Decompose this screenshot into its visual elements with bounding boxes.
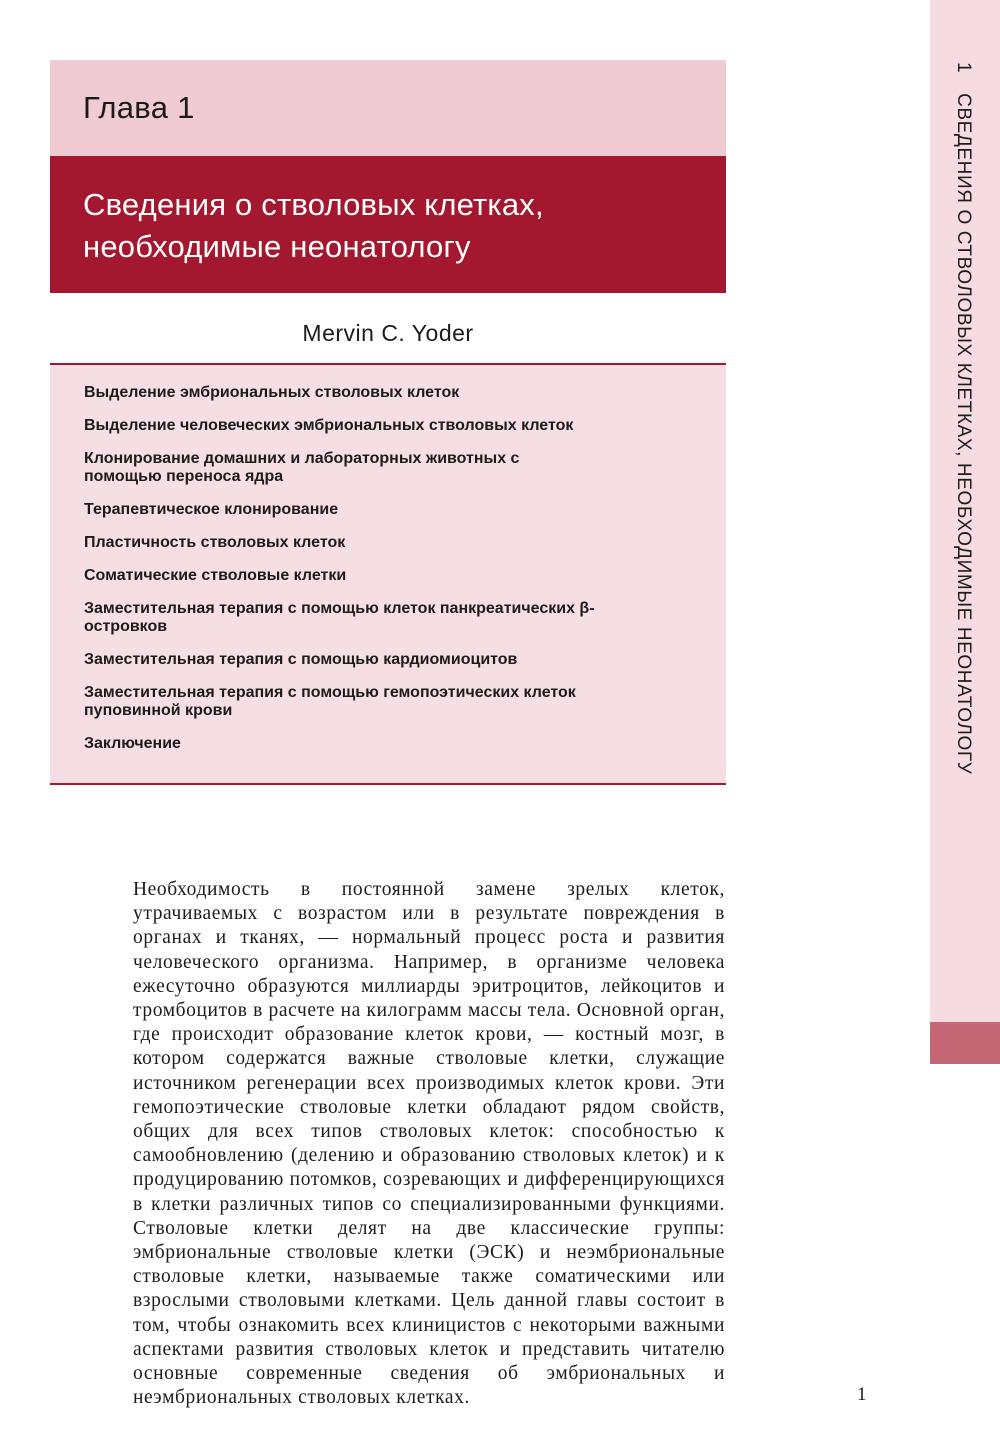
- author-name: Mervin C. Yoder: [302, 320, 474, 346]
- page-number: 1: [857, 1384, 867, 1405]
- side-running-title: [952, 62, 974, 774]
- contents-item: Заместительная терапия с помощью гемопоэтических клеток пуповинной крови: [84, 684, 576, 719]
- contents-bottom-rule: [50, 783, 726, 785]
- contents-list: [84, 384, 684, 768]
- chapter-label: Глава 1: [83, 90, 195, 125]
- contents-item: Соматические стволовые клетки: [84, 567, 347, 584]
- chapter-title: Сведения о стволовых клетках, необходимые неонатологу: [83, 187, 544, 264]
- chapter-label-band: [50, 60, 726, 156]
- chapter-title-band: [50, 156, 726, 293]
- contents-item: Пластичность стволовых клеток: [84, 534, 346, 551]
- side-chapter-number: 1: [953, 62, 974, 74]
- contents-item: Выделение человеческих эмбриональных стволовых клеток: [84, 417, 574, 434]
- chapter-contents: [50, 365, 726, 783]
- contents-item: Заключение: [84, 735, 181, 752]
- contents-item: Выделение эмбриональных стволовых клеток: [84, 384, 460, 401]
- contents-item: Заместительная терапия с помощью кардиомиоцитов: [84, 651, 518, 668]
- contents-item: Терапевтическое клонирование: [84, 501, 339, 518]
- body-paragraph: Необходимость в постоянной замене зрелых клеток, утрачиваемых с возрастом или в результате повреждения в органах и тканях, — нормальный процесс роста и развития человеческого организма. Например, в организме человека ежесуточно образуются миллиарды эритроцитов, лейкоцитов и тромбоцитов в расчете на килограмм массы тела. Основной орган, где происходит образование клеток крови, — костный мозг, в котором содержатся важные стволовые клетки, служащие источником регенерации всех производимых клеток крови. Эти гемопоэтические стволовые клетки обладают рядом свойств, общих для всех типов стволовых клеток: способностью к самообновлению (делению и образованию стволовых клеток) и к продуцированию потомков, созревающих и дифференцирующихся в клетки различных типов со специализированными функциями. Стволовые клетки делят на две классические группы: эмбриональные стволовые клетки (ЭСК) и неэмбриональные стволовые клетки, называемые также соматическими или взрослыми стволовыми клетками. Цель данной главы состоит в том, чтобы ознакомить всех клиницистов с некоторыми важными аспектами развития стволовых клеток и представить читателю основные современные сведения об эмбриональных и неэмбриональных стволовых клетках.: [133, 879, 725, 1409]
- contents-item: Клонирование домашних и лабораторных животных с помощью переноса ядра: [84, 450, 520, 485]
- side-tab-accent: [930, 1022, 1000, 1064]
- contents-item: Заместительная терапия с помощью клеток панкреатических β-островков: [84, 600, 595, 635]
- side-chapter-title: СВЕДЕНИЯ О СТВОЛОВЫХ КЛЕТКАХ, НЕОБХОДИМЫЕ НЕОНАТОЛОГУ: [953, 93, 974, 775]
